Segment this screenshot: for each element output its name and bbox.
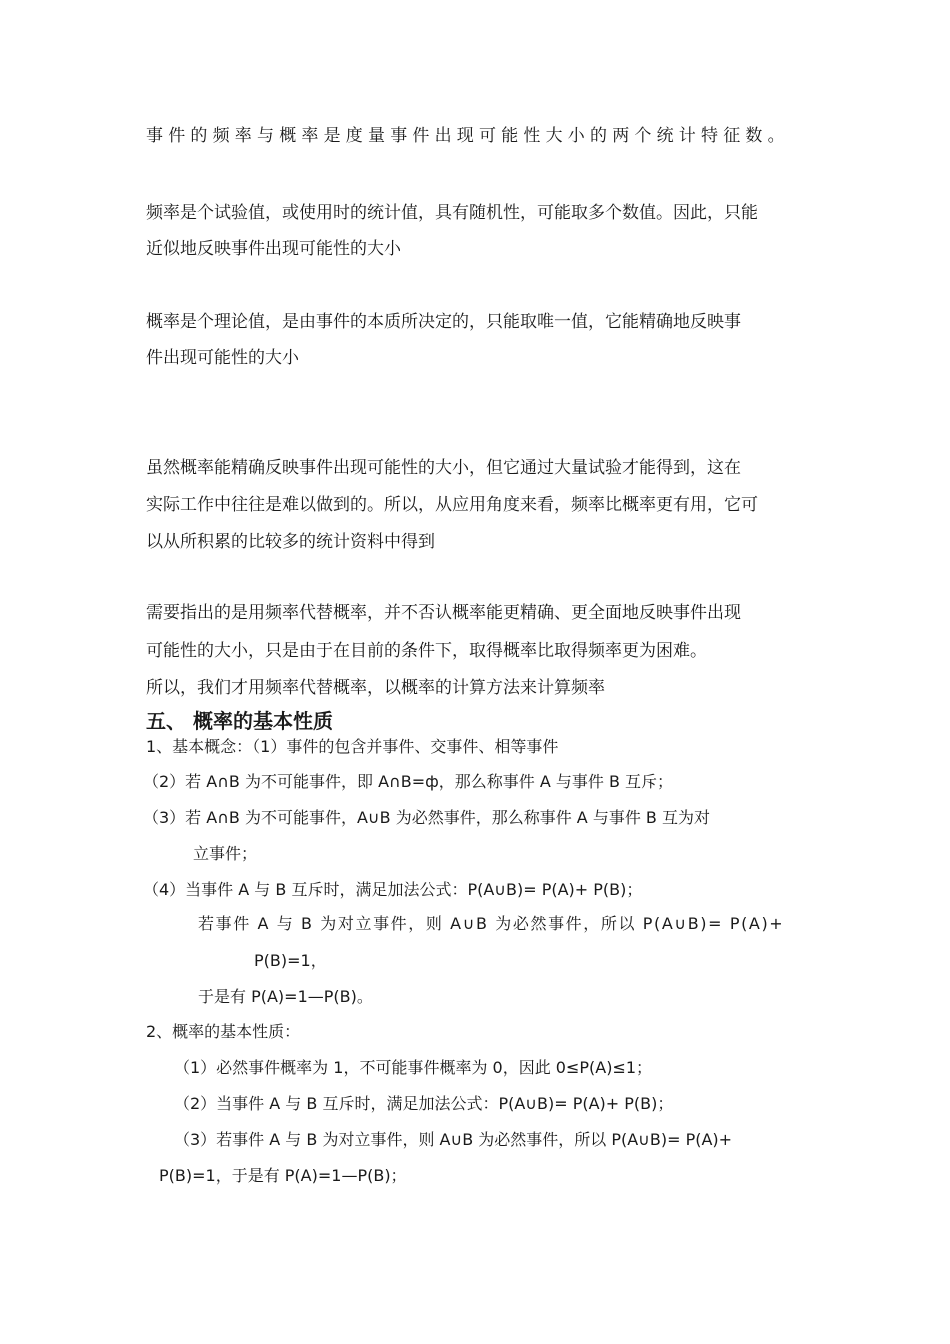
concept-complement-rule-line-2: P(B)=1， — [254, 951, 327, 970]
properties-title: 2、概率的基本性质： — [146, 1022, 301, 1041]
concept-mutually-exclusive: （2）若 A∩B 为不可能事件，即 A∩B=ф，那么称事件 A 与事件 B 互斥； — [143, 772, 674, 791]
paragraph-frequency-line-2: 近似地反映事件出现可能性的大小 — [146, 239, 401, 259]
concept-complement-rule-line-1: 若事件 A 与 B 为对立事件，则 A∪B 为必然事件，所以 P(A∪B)= P(A)+ — [198, 914, 785, 933]
property-complement-line-2: P(B)=1，于是有 P(A)=1—P(B)； — [159, 1166, 407, 1185]
concept-complementary-line-2: 立事件； — [193, 844, 258, 863]
concept-complement-rule-line-3: 于是有 P(A)=1—P(B)。 — [198, 987, 373, 1006]
paragraph-frequency-line-1: 频率是个试验值，或使用时的统计值，具有随机性，可能取多个数值。因此，只能 — [146, 203, 758, 223]
paragraph-usefulness-line-3: 以从所积累的比较多的统计资料中得到 — [146, 532, 435, 552]
paragraph-note-line-3: 所以，我们才用频率代替概率，以概率的计算方法来计算频率 — [146, 678, 605, 698]
paragraph-note-line-1: 需要指出的是用频率代替概率，并不否认概率能更精确、更全面地反映事件出现 — [146, 603, 741, 623]
concept-complementary-line-1: （3）若 A∩B 为不可能事件，A∪B 为必然事件，那么称事件 A 与事件 B 互为对 — [143, 808, 710, 827]
property-complement-line-1: （3）若事件 A 与 B 为对立事件，则 A∪B 为必然事件，所以 P(A∪B)= P(A)+ — [174, 1130, 733, 1149]
concept-addition-rule: （4）当事件 A 与 B 互斥时，满足加法公式：P(A∪B)= P(A)+ P(B)； — [143, 880, 643, 899]
paragraph-frequency-probability-intro: 事件的频率与概率是度量事件出现可能性大小的两个统计特征数。 — [146, 126, 790, 146]
paragraph-usefulness-line-2: 实际工作中往往是难以做到的。所以，从应用角度来看，频率比概率更有用，它可 — [146, 495, 758, 515]
paragraph-usefulness-line-1: 虽然概率能精确反映事件出现可能性的大小，但它通过大量试验才能得到，这在 — [146, 458, 741, 478]
concepts-title: 1、基本概念：（1）事件的包含并事件、交事件、相等事件 — [146, 737, 559, 756]
property-addition: （2）当事件 A 与 B 互斥时，满足加法公式：P(A∪B)= P(A)+ P(B)； — [174, 1094, 674, 1113]
property-bounds: （1）必然事件概率为 1，不可能事件概率为 0，因此 0≤P(A)≤1； — [174, 1058, 653, 1077]
section-heading: 五、 概率的基本性质 — [146, 709, 333, 733]
paragraph-probability-line-1: 概率是个理论值，是由事件的本质所决定的，只能取唯一值，它能精确地反映事 — [146, 312, 741, 332]
paragraph-note-line-2: 可能性的大小，只是由于在目前的条件下，取得概率比取得频率更为困难。 — [146, 641, 707, 661]
paragraph-probability-line-2: 件出现可能性的大小 — [146, 348, 299, 368]
